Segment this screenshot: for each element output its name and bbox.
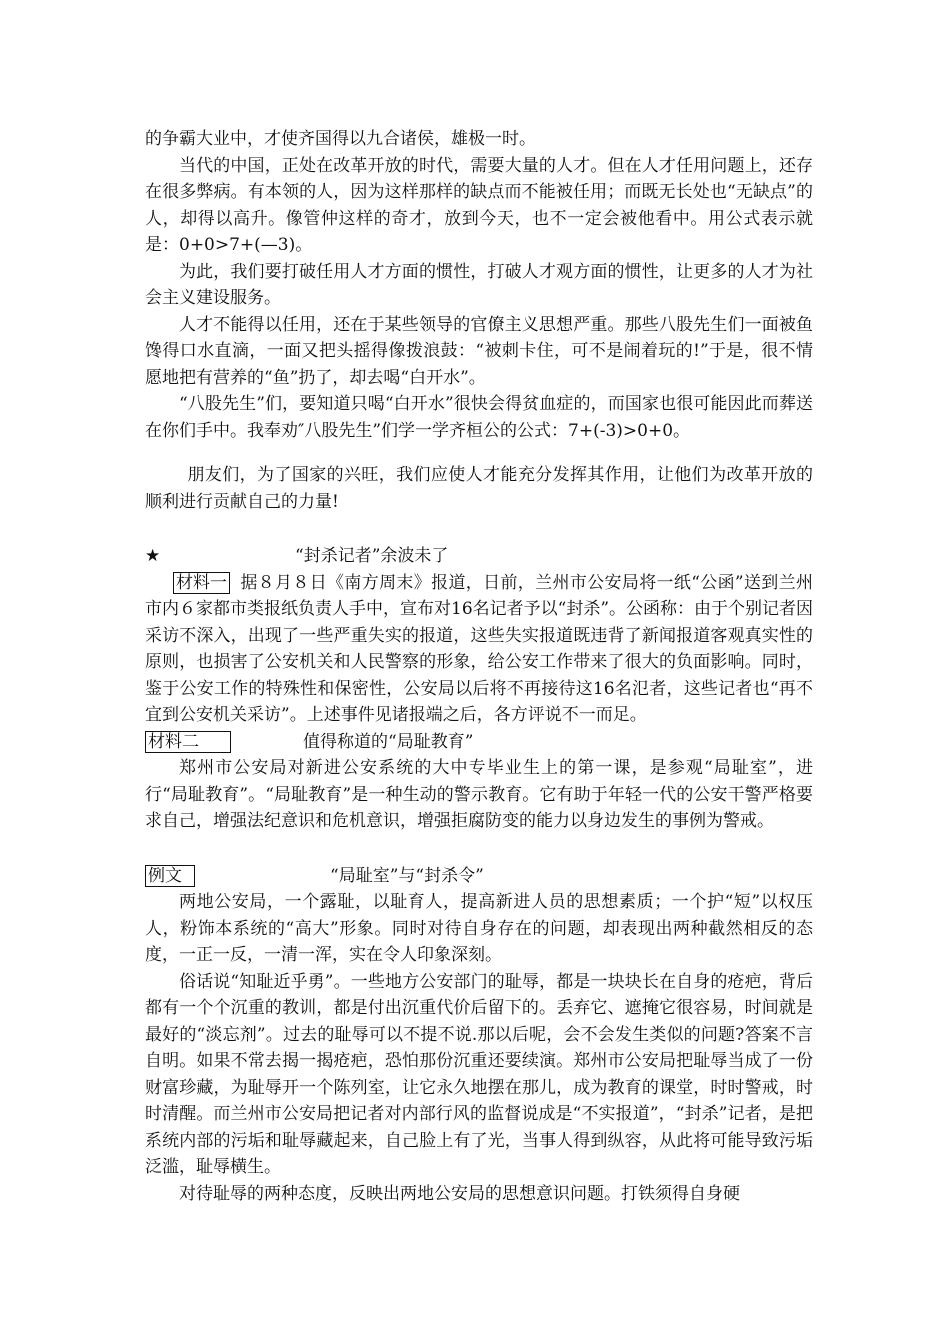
material-2-label: 材料二 [145, 731, 231, 753]
example-paragraph-3: 对待耻辱的两种态度，反映出两地公安局的思想意识问题。打铁须得自身硬 [179, 1183, 740, 1204]
section-title: “封杀记者”余波未了 [295, 546, 449, 566]
material-2-title: 值得称道的“局耻教育” [303, 731, 474, 752]
section-heading [145, 543, 813, 570]
paragraph-5: “八股先生”们，要知道只喝“白开水”很快会得贫血症的，而国家也很可能因此而葬送在你们手中。我奉劝″八股先生”们学一学齐桓公的公式：7+(-3)>0+0。 [145, 394, 813, 441]
spacer [145, 835, 813, 863]
spacer [145, 515, 813, 543]
spacer [145, 444, 813, 462]
example-heading [145, 863, 813, 890]
example-title: “局耻室”与“封杀令” [330, 865, 484, 886]
material-1-paragraph [145, 570, 813, 729]
material-1-label: 材料一 [173, 572, 230, 594]
paragraph-1: 的争霸大业中，才使齐国得以九合诸侯，雄极一时。 [145, 129, 536, 149]
paragraph-3: 为此，我们要打破任用人才方面的惯性，打破人才观方面的惯性，让更多的人才为社会主义建设服务。 [145, 261, 813, 308]
paragraph-2: 当代的中国，正处在改革开放的时代，需要大量的人才。但在人才任用问题上，还存在很多弊病。有本领的人，因为这样那样的缺点而不能被任用；而既无长处也“无缺点”的人，却得以高升。像管仲这样的奇才，放到今天，也不一定会被他看中。用公式表示就是：0+0>7+(—3)。 [145, 155, 813, 255]
paragraph-6: 朋友们，为了国家的兴旺，我们应使人才能充分发挥其作用，让他们为改革开放的顺利进行贡献自己的力量! [145, 465, 813, 512]
paragraph-4: 人才不能得以任用，还在于某些领导的官僚主义思想严重。那些八股先生们一面被鱼馋得口水直滴，一面又把头摇得像拨浪鼓：“被刺卡住，可不是闹着玩的!”于是，很不情愿地把有营养的“鱼”扔了，却去喝“白开水”。 [145, 314, 813, 388]
material-2-heading [145, 729, 813, 756]
example-paragraph-1: 两地公安局，一个露耻，以耻育人，提高新进人员的思想素质；一个护“短”以权压人，粉饰本系统的“高大”形象。同时对待自身存在的问题，却表现出两种截然相反的态度，一正一反，一清一浑，实在令人印象深刻。 [145, 892, 813, 965]
example-paragraph-2: 俗话说“知耻近乎勇”。一些地方公安部门的耻辱，都是一块块长在自身的疮疤，背后都有一个个沉重的教训，都是付出沉重代价后留下的。丢弃它、遮掩它很容易，时间就是最好的“淡忘剂”。过去的耻辱可以不提不说.那以后呢，会不会发生类似的问题?答案不言自明。如果不常去揭一揭疮疤，恐怕那份沉重还要续演。郑州市公安局把耻辱当成了一份财富珍藏，为耻辱开一个陈列室，让它永久地摆在那儿，成为教育的课堂，时时警戒，时时清醒。而兰州市公安局把记者对内部行风的监督说成是“不实报道”，“封杀”记者，是把系统内部的污垢和耻辱藏起来，自己脸上有了光，当事人得到纵容，从此将可能导致污垢泛滥，耻辱横生。 [145, 971, 813, 1177]
material-1-text: 据８月８日《南方周末》报道，日前，兰州市公安局将一纸“公函”送到兰州市内６家都市类报纸负责人手中，宣布对16名记者予以“封杀”。公函称：由于个别记者因采访不深入，出现了一些严重失实的报道，这些失实报道既违背了新闻报道客观真实性的原则，也损害了公安机关和人民警察的形象，给公安工作带来了很大的负面影响。同时，鉴于公安工作的特殊性和保密性，公安局以后将不再接待这16名氾者，这些记者也“再不宜到公安机关采访”。上述事件见诸报端之后，各方评说不一而足。 [145, 572, 814, 725]
material-2-text: 郑州市公安局对新进公安系统的大中专毕业生上的第一课，是参观“局耻室”，进行“局耻教育”。“局耻教育”是一种生动的警示教育。它有助于年轻一代的公安干警严格要求自己，增强法纪意识和危机意识，增强拒腐防变的能力以身边发生的事例为警戒。 [145, 758, 813, 831]
example-label: 例文 [145, 865, 195, 887]
star-icon: ★ [145, 546, 161, 566]
document-page [145, 126, 813, 1207]
